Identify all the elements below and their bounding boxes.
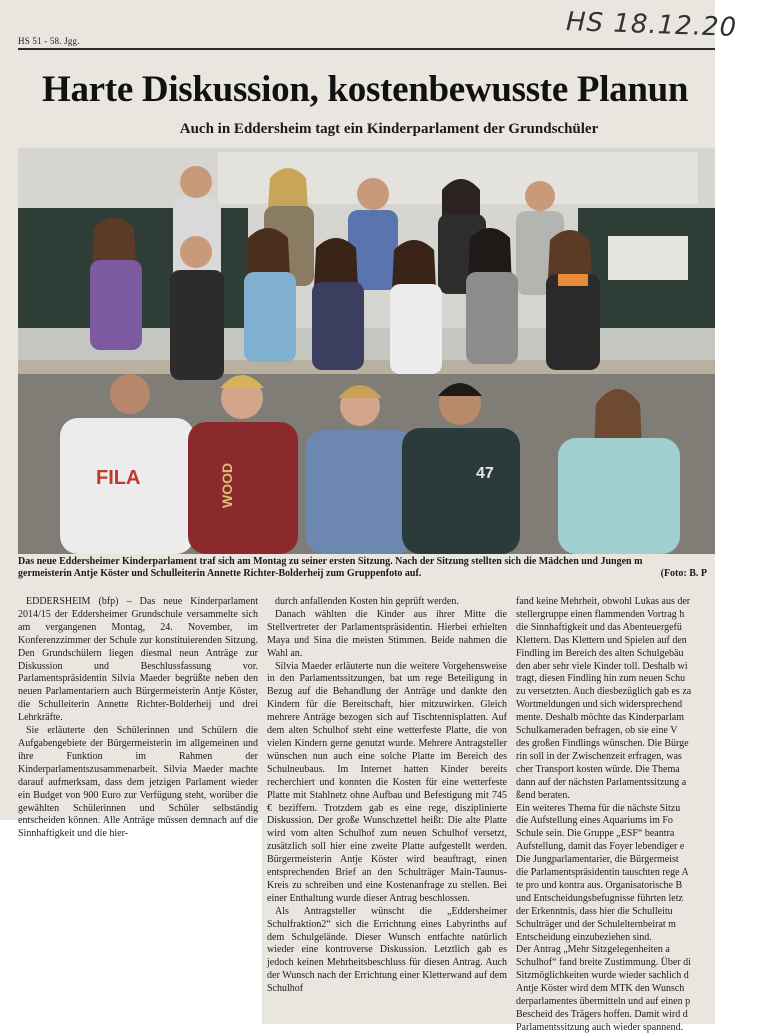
column-line: Aufstellung, damit das Foyer lebendiger e: [516, 841, 685, 853]
column-line: tragt, diesen Findling hin zum neuen Schu: [516, 673, 686, 685]
column-line: te pro und kontra aus. Organisatorische B: [516, 879, 683, 891]
column-line: Der Antrag „Mehr Sitzgelegenheiten a: [516, 944, 670, 956]
column-line: Antje Köster wird dem MTK den Wunsch: [516, 983, 685, 995]
column-line: Ein weiteres Thema für die nächste Sitzu: [516, 802, 681, 814]
handwritten-date-note: HS 18.12.20: [565, 7, 738, 43]
paragraph: durch anfallenden Kosten hin geprüft werden.: [275, 596, 459, 607]
column-line: dann auf der nächsten Parlamentssitzung a: [516, 776, 687, 788]
caption-line-2: germeisterin Antje Köster und Schulleiterin Annette Richter-Bolderheij zum Gruppenfoto auf.: [18, 568, 422, 579]
column-line: die Aufstellung eines Aquariums im Fo: [516, 815, 673, 827]
column-line: Sitzmöglichkeiten wurde wieder sachlich d: [516, 970, 689, 982]
caption-line-1: Das neue Eddersheimer Kinderparlament traf sich am Montag zu seiner ersten Sitzung. Nach der Sitzung stellten sich die Mädchen und Jungen m: [18, 556, 643, 567]
column-line: fand keine Mehrheit, obwohl Lukas aus der: [516, 596, 691, 607]
column-line: der Erkenntnis, dass hier die Schulleitu: [516, 905, 673, 917]
column-line: zu versetzten. Auch diesbezüglich gab es za: [516, 686, 692, 698]
column-line: Findling im Bereich des alten Schulgebäu: [516, 647, 684, 659]
column-line: und Entscheidungsbefugnisse führten letz: [516, 892, 683, 904]
column-line: den aber sehr viele Kinder toll. Deshalb wi: [516, 660, 688, 672]
column-line: die Sinnhaftigkeit und das Abenteuergefü: [516, 621, 682, 633]
blank-cutout-area: [0, 820, 262, 1024]
column-line: Schulkameraden befragen, ob sie eine V: [516, 725, 678, 737]
column-line: derparlamentes übermitteln und auf einen p: [516, 996, 691, 1008]
table-top: [18, 360, 715, 374]
column-line: ßend beraten.: [516, 789, 570, 801]
photo-credit: (Foto: B. P: [660, 568, 707, 579]
column-line: Parlamentssitzung auch wieder spannend.: [516, 1021, 684, 1033]
shirt-print-wood: WOOD: [219, 462, 235, 508]
column-line: stellergruppe einen flammenden Vortrag h: [516, 608, 685, 620]
photo-caption: [18, 556, 715, 580]
column-line: cher Transport kosten würde. Die Thema: [516, 763, 680, 775]
article-column-3: [516, 596, 716, 1033]
column-line: Bescheid des Trägers hoffen. Damit wird d: [516, 1009, 688, 1020]
column-line: Wortmeldungen und sich widersprechend: [516, 699, 683, 711]
column-line: Entscheidung einzubeziehen sind.: [516, 931, 652, 943]
column-line: rin soll in der Zwischenzeit erfragen, was: [516, 750, 682, 762]
column-line: Die Jungparlamentarier, die Bürgermeist: [516, 854, 679, 866]
paragraph: Danach wählten die Kinder aus ihrer Mitte die Stellvertreter der Parlamentspräsidentin. Hierbei erhielten Maya und Sina die meisten Stimmen. Beide nahmen die Wahl an.: [267, 608, 507, 659]
group-photo-illustration: [18, 148, 715, 554]
article-subheadline: Auch in Eddersheim tagt ein Kinderparlament der Grundschüler: [179, 121, 599, 137]
article-column-1: [18, 596, 258, 841]
header-rule: [18, 48, 715, 50]
article-column-2: [267, 596, 507, 996]
article-headline: Harte Diskussion, kostenbewusste Planun: [42, 69, 689, 110]
paragraph: Sie erläuterte den Schülerinnen und Schülern die Aufgabengebiete der Bürgermeisterin im allgemeinen und ihre Funktion im Rahmen der Kinderparlamentszusammenarbeit. Silvia Maeder machte darauf aufmerksam, dass dem jetzigen Parlament wieder ein Budget von 900 Euro zur Verfügung steht, worüber die gewählten Schülerinnen und Schüler selbständig entscheiden können. Alle Anträge müssen demnach auf die Sinnhaftigkeit und die hier-: [18, 725, 258, 840]
paragraph: Als Antragsteller wünscht die „Eddersheimer Schulfraktion2“ sich die Errichtung eines Labyrinths auf dem Schulgelände. Dieser Wunsch entfachte natürlich wieder eine kontroverse Diskussion. Letztlich gab es jedoch keinen Mehrheitsbeschluss für diesen Antrag. Auch der Wunsch nach der Errichtung einer Kletterwand auf dem Schulhof: [267, 905, 507, 995]
column-line: Schule sein. Die Gruppe „ESF“ beantra: [516, 828, 675, 840]
group-photo: [18, 148, 715, 554]
column-line: mente. Deshalb möchte das Kinderparlam: [516, 712, 684, 724]
shirt-print-fila: FILA: [96, 467, 141, 489]
column-line: Klettern. Das Klettern und Spielen auf den: [516, 634, 687, 646]
paragraph: EDDERSHEIM (bfp) – Das neue Kinderparlament 2014/15 der Eddersheimer Grundschule versammelte sich am vergangenen Montag, 24. November, im Konferenzzimmer der Schule zur konstituierenden Sitzung. Den Grundschülern liegen diesmal neun Anträge zur Diskussion und Beschlussfassung vor. Parlamentspräsidentin Silvia Maeder begrüßte neben den neuen Parlamentariern auch Bürgermeisterin Antje Köster, die Schulleiterin Annette Richter-Bolderheij und drei Lehrkräfte.: [18, 596, 258, 724]
issue-label: HS 51 - 58. Jgg.: [18, 36, 80, 46]
column-line: Schulträger und der Schulelternbeirat m: [516, 918, 676, 930]
column-line: des großen Findlings wünschen. Die Bürge: [516, 737, 689, 749]
column-line: Schulhof“ fand breite Zustimmung. Über di: [516, 957, 691, 969]
column-line: die Parlamentspräsidentin tauschten rege A: [516, 867, 689, 879]
paragraph: Silvia Maeder erläuterte nun die weitere Vorgehensweise in den Parlamentssitzungen, bat um rege Beteiligung in Bezug auf die Behandlung der Anträge und dankte den Kindern für die Bereitschaft, hier mitzuwirken. Gleich mehrere Anträge bezogen sich auf Tischtennisplatten. Auf dem alten Schulhof steht eine wetterfeste Platte, die von vielen Kindern gerne genutzt wurde. Mehrere Antragsteller wünschen nun auch eine solche Platte im Bereich des Schulneubaus. Im Internet hatten Kinder bereits recherchiert und konnten die Kosten für eine wetterfeste Platte mit Stahlnetz ohne Aufbau und Befestigung mit 745 € beziffern. Trotzdem gab es eine rege, disziplinierte Diskussion. Der große Wunschzettel heißt: Die alte Platte wird vom alten Schulhof zum neuen Schulhof versetzt, zusätzlich soll hier eine zweite Platte aufgestellt werden. Bürgermeisterin Antje Köster wird beauftragt, einen entsprechenden Brief an den Schulträger Main-Taunus-Kreis zu schreiben und eine Kostenanfrage zu stellen. Bei einer Enthaltung wurde dieser Antrag beschlossen.: [267, 660, 507, 904]
wall-chart: [608, 236, 688, 280]
shirt-print-47: 47: [476, 465, 494, 482]
